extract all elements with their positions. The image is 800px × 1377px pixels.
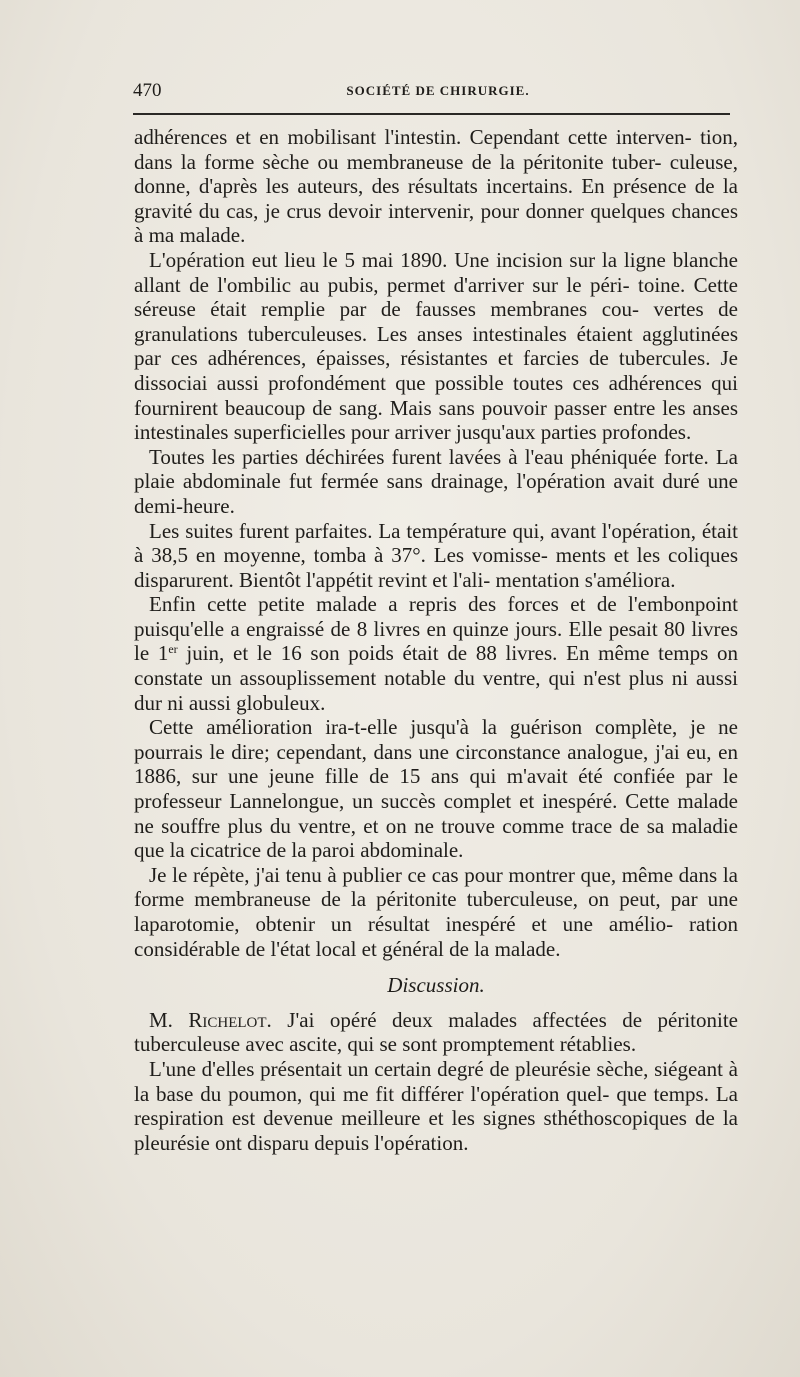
paragraph-conclusion: Je le répète, j'ai tenu à publier ce cas pour montrer que, même dans la forme membraneuse de la péritonite tuberculeuse, on peut, par une laparotomie, obtenir un résultat inespéré et une amélio- ration considérable de l'état local et général de la malade.: [134, 862, 738, 961]
paragraph-lavage: Toutes les parties déchirées furent lavées à l'eau phéniquée forte. La plaie abdominale fut fermée sans drainage, l'opération avait duré une demi-heure.: [134, 444, 738, 518]
paragraph-operation: L'opération eut lieu le 5 mai 1890. Une incision sur la ligne blanche allant de l'ombilic au pubis, permet d'arriver sur le péri- toine. Cette séreuse était remplie par de fausses membranes cou- vertes de granulations tuberculeuses. Les anses intestinales étaient agglutinées par ces adhérences, épaisses, résistantes et farcies de tubercules. Je dissociai aussi profondément que possible toutes ces adhérences qui fournirent beaucoup de sang. Mais sans pouvoir passer entre les anses intestinales superficielles pour arriver jusqu'aux parties profondes.: [134, 247, 738, 445]
paragraph-richelot: [134, 1008, 738, 1057]
richelot-text: J'ai opéré deux malades affectées de péritonite tuberculeuse avec ascite, qui se sont promptement rétablies.: [134, 1007, 739, 1057]
body-text: [134, 125, 738, 1155]
running-title: SOCIÉTÉ DE CHIRURGIE.: [346, 83, 530, 98]
paragraph-weight-part1: Enfin cette petite malade a repris des forces et de l'embonpoint puisqu'elle a engraissé de 8 livres en quinze jours. Elle pesait 80 livres le 1: [134, 592, 738, 666]
paragraph-amelioration: Cette amélioration ira-t-elle jusqu'à la guérison complète, je ne pourrais le dire; cependant, dans une circonstance analogue, j'ai eu, en 1886, sur une jeune fille de 15 ans qui m'avait été confiée par le professeur Lannelongue, un succès complet et inespéré. Cette malade ne souffre plus du ventre, et on ne trouve comme trace de sa maladie que la cicatrice de la paroi abdominale.: [134, 715, 738, 863]
header-rule: [133, 113, 730, 115]
page-header: [133, 80, 733, 102]
paragraph-pleuresie: L'une d'elles présentait un certain degré de pleurésie sèche, siégeant à la base du poumon, qui me fit différer l'opération quel- que temps. La respiration est devenue meilleure et les signes sthéthoscopiques de la pleurésie ont disparu depuis l'opération.: [134, 1056, 738, 1155]
discussion-heading: Discussion.: [387, 973, 485, 998]
paragraph-weight-part2: juin, et le 16 son poids était de 88 livres. En même temps on constate un assouplissement notable du ventre, qui n'est plus ni aussi dur ni aussi globuleux.: [134, 641, 738, 715]
paragraph-weight: [134, 592, 738, 715]
paragraph-suites: Les suites furent parfaites. La température qui, avant l'opération, était à 38,5 en moyenne, tomba à 37°. Les vomisse- ments et les coliques disparurent. Bientôt l'appétit revint et l'ali- mentation s'améliora.: [134, 518, 738, 592]
ordinal-superscript: er: [168, 642, 178, 657]
page-number: 470: [133, 80, 162, 101]
paragraph-continuation: adhérences et en mobilisant l'intestin. Cependant cette interven- tion, dans la forme sèche ou membraneuse de la péritonite tuber- culeuse, donne, d'après les auteurs, des résultats incertains. En présence de la gravité du cas, je crus devoir intervenir, pour donner quelques chances à ma malade.: [134, 125, 738, 248]
speaker-name: M. Richelot.: [149, 1007, 272, 1032]
